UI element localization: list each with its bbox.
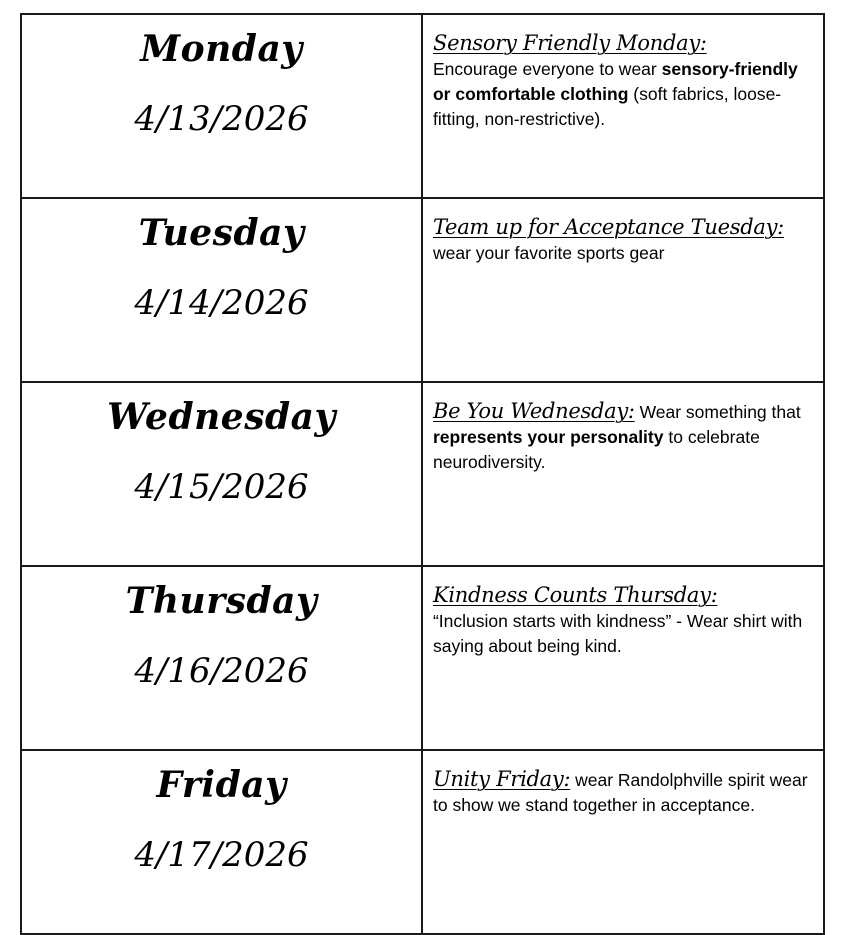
day-cell [21, 14, 422, 198]
theme-cell [422, 14, 824, 198]
table-row [21, 198, 824, 382]
theme-cell [422, 382, 824, 566]
day-name: Friday [156, 764, 287, 806]
table-row [21, 566, 824, 750]
spirit-week-table [20, 13, 825, 935]
day-name: Monday [140, 28, 303, 70]
day-date: 4/17/2026 [134, 835, 309, 875]
day-cell [21, 382, 422, 566]
table-row [21, 382, 824, 566]
theme-title: Team up for Acceptance Tuesday: [432, 215, 784, 239]
day-date: 4/15/2026 [134, 467, 309, 507]
day-name: Thursday [125, 580, 318, 622]
theme-description-emphasis: sensory-friendly or comfortable clothing [432, 59, 798, 104]
day-cell [21, 750, 422, 934]
day-date: 4/14/2026 [134, 283, 309, 323]
theme-description-intro: Encourage everyone to wear [432, 59, 657, 79]
day-cell [21, 566, 422, 750]
day-cell [21, 198, 422, 382]
theme-cell [422, 566, 824, 750]
theme-description: wear your favorite sports gear [432, 243, 665, 263]
theme-description-outro: to celebrate neurodiversity. [432, 427, 760, 472]
theme-description: “Inclusion starts with kindness” - Wear shirt with saying about being kind. [432, 611, 803, 656]
theme-description-outro: (soft fabrics, loose-fitting, non-restrictive). [432, 84, 782, 129]
day-date: 4/13/2026 [134, 99, 309, 139]
day-date: 4/16/2026 [134, 651, 309, 691]
theme-title: Be You Wednesday: [432, 399, 635, 423]
table-row [21, 750, 824, 934]
theme-title: Sensory Friendly Monday: [432, 31, 707, 55]
day-name: Tuesday [138, 212, 305, 254]
day-name: Wednesday [107, 396, 336, 438]
table-row [21, 14, 824, 198]
theme-cell [422, 198, 824, 382]
theme-title: Unity Friday: [432, 767, 571, 791]
theme-cell [422, 750, 824, 934]
theme-title: Kindness Counts Thursday: [432, 583, 718, 607]
theme-description-intro: Wear something that [639, 402, 801, 422]
theme-description: wear Randolphville spirit wear to show we stand together in acceptance. [432, 770, 808, 815]
theme-description-emphasis: represents your personality [432, 427, 664, 447]
